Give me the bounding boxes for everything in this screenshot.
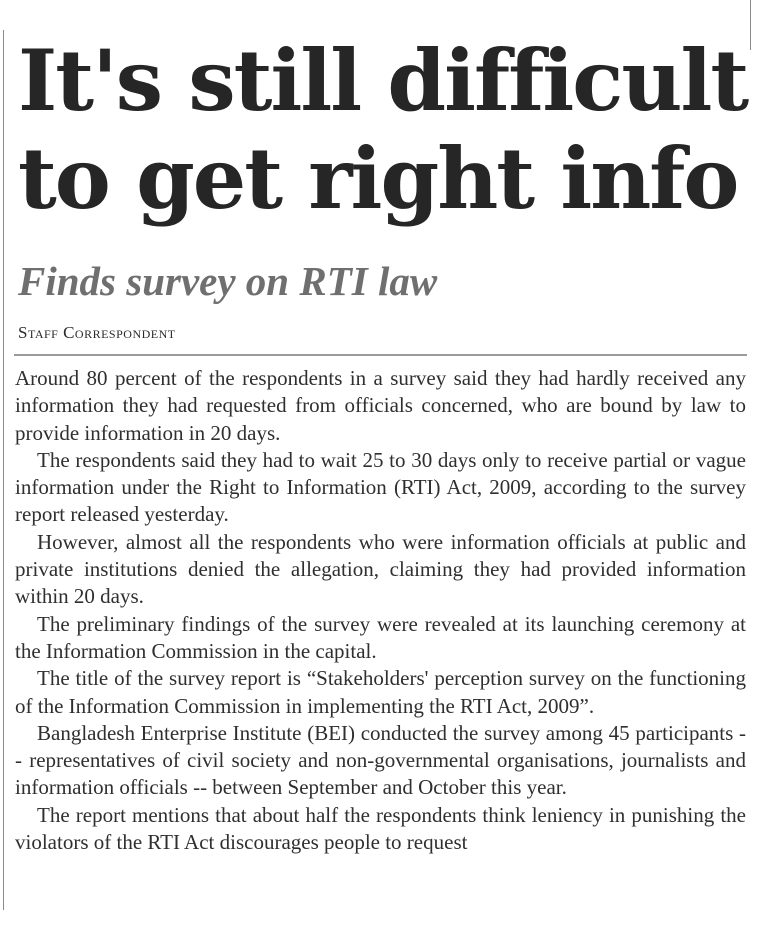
paragraph: Around 80 percent of the respondents in a survey said they had hardly received any information they had requested from officials concerned, who are bound by law to provide information in 20 days. — [15, 366, 746, 445]
paragraph: However, almost all the respondents who were information officials at public and private institutions denied the allegation, claiming they had provided information within 20 days. — [15, 529, 746, 609]
article-body — [15, 365, 746, 856]
paragraph: The title of the survey report is “Stakeholders' perception survey on the functioning of the Information Commission in implementing the RTI Act, 2009”. — [15, 666, 746, 718]
byline: Staff Correspondent — [18, 323, 176, 342]
column-rule-left — [3, 30, 4, 910]
paragraph: Bangladesh Enterprise Institute (BEI) conducted the survey among 45 participants -- representatives of civil society and non-governmental organisations, journalists and information officials -- between September and October this year. — [15, 720, 746, 800]
subheadline: Finds survey on RTI law — [18, 258, 438, 304]
byline-divider — [14, 354, 747, 356]
paragraph: The report mentions that about half the respondents think leniency in punishing the violators of the RTI Act discourages people to request — [15, 802, 746, 855]
paragraph: The respondents said they had to wait 25 to 30 days only to receive partial or vague information under the Right to Information (RTI) Act, 2009, according to the survey report released yesterday. — [15, 447, 746, 527]
headline: It's still difficult to get right info — [18, 31, 748, 228]
paragraph: The preliminary findings of the survey were revealed at its launching ceremony at the Information Commission in the capital. — [15, 611, 746, 663]
